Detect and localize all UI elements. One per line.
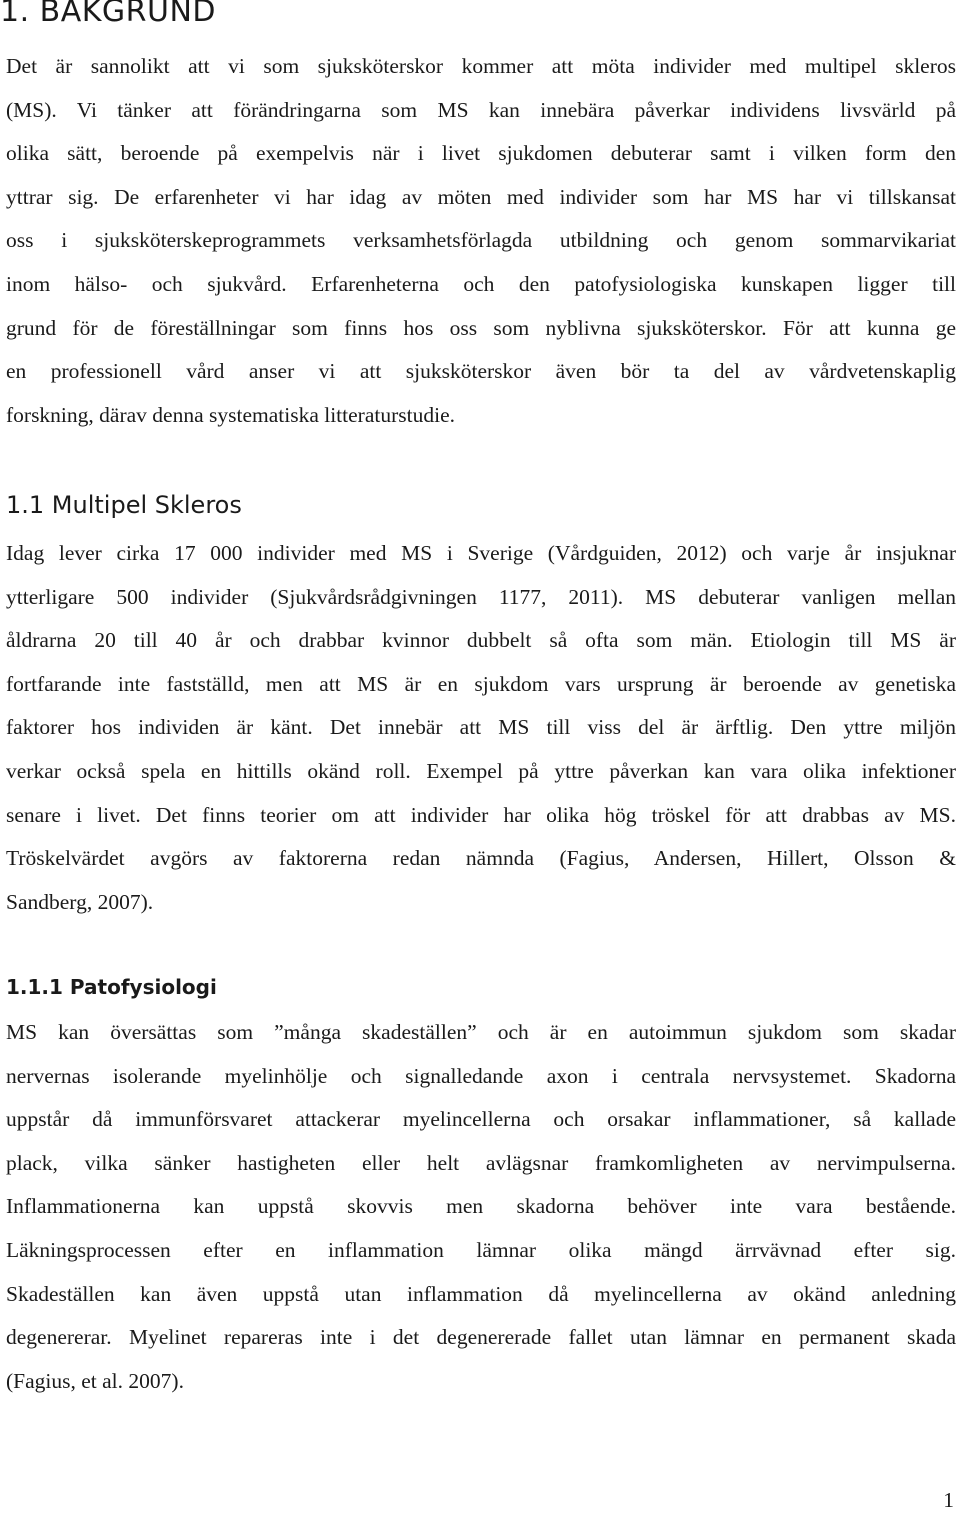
paragraph-line: degenererar. Myelinet repareras inte i det degenererade fallet utan lämnar en permanent skada xyxy=(6,1325,956,1350)
paragraph-line: en professionell vård anser vi att sjuksköterskor även bör ta del av vårdvetenskaplig xyxy=(6,359,956,384)
paragraph-line: Skadeställen kan även uppstå utan inflammation då myelincellerna av okänd anledning xyxy=(6,1281,956,1306)
paragraph-line: inom hälso- och sjukvård. Erfarenheterna och den patofysiologiska kunskapen ligger till xyxy=(6,271,956,296)
paragraph-line: Idag lever cirka 17 000 individer med MS i Sverige (Vårdguiden, 2012) och varje år insjuknar xyxy=(6,541,956,565)
paragraph-line: forskning, därav denna systematiska litteraturstudie. xyxy=(6,402,455,427)
paragraph-line: fortfarande inte fastställd, men att MS är en sjukdom vars ursprung är beroende av genetiska xyxy=(6,671,956,696)
paragraph-line: åldrarna 20 till 40 år och drabbar kvinnor dubbelt så ofta som män. Etiologin till MS är xyxy=(6,628,956,653)
paragraph-line: Det är sannolikt att vi som sjuksköterskor kommer att möta individer med multipel skleros xyxy=(6,54,956,78)
paragraph-line: olika sätt, beroende på exempelvis när i livet sjukdomen debuterar samt i vilken form den xyxy=(6,141,956,166)
paragraph-line: Tröskelvärdet avgörs av faktorerna redan nämnda (Fagius, Andersen, Hillert, Olsson & xyxy=(6,846,956,871)
paragraph-line: Inflammationerna kan uppstå skovvis men skadorna behöver inte vara bestående. xyxy=(6,1194,956,1219)
subsubsection-heading-patofysiologi: 1.1.1 Patofysiologi xyxy=(6,975,217,999)
paragraph-line: nervernas isolerande myelinhölje och signalledande axon i centrala nervsystemet. Skadorna xyxy=(6,1063,956,1088)
paragraph-line: (Fagius, et al. 2007). xyxy=(6,1368,184,1393)
multipel-skleros-paragraph xyxy=(6,532,956,924)
paragraph-line: yttrar sig. De erfarenheter vi har idag av möten med individer som har MS har vi tillskansat xyxy=(6,184,956,209)
paragraph-line: ytterligare 500 individer (Sjukvårdsrådgivningen 1177, 2011). MS debuterar vanligen mellan xyxy=(6,584,956,609)
bakgrund-paragraph xyxy=(6,45,956,437)
paragraph-line: faktorer hos individen är känt. Det innebär att MS till viss del är ärftlig. Den yttre miljön xyxy=(6,715,956,740)
paragraph-line: oss i sjuksköterskeprogrammets verksamhetsförlagda utbildning och genom sommarvikariat xyxy=(6,228,956,253)
patofysiologi-paragraph xyxy=(6,1011,956,1403)
paragraph-line: Sandberg, 2007). xyxy=(6,889,154,914)
paragraph-line: verkar också spela en hittills okänd roll. Exempel på yttre påverkan kan vara olika infektioner xyxy=(6,758,956,783)
paragraph-line: plack, vilka sänker hastigheten eller helt avlägsnar framkomligheten av nervimpulserna. xyxy=(6,1150,956,1175)
subsection-heading-multipel-skleros: 1.1 Multipel Skleros xyxy=(6,491,242,519)
paragraph-line: senare i livet. Det finns teorier om att individer har olika hög tröskel för att drabbas av MS. xyxy=(6,802,956,827)
page-number: 1 xyxy=(943,1488,954,1512)
paragraph-line: grund för de föreställningar som finns hos oss som nyblivna sjuksköterskor. För att kunna ge xyxy=(6,315,956,340)
paragraph-line: (MS). Vi tänker att förändringarna som MS kan innebära påverkar individens livsvärld på xyxy=(6,97,956,122)
paragraph-line: uppstår då immunförsvaret attackerar myelincellerna och orsakar inflammationer, så kallade xyxy=(6,1107,956,1132)
paragraph-line: MS kan översättas som ”många skadeställen” och är en autoimmun sjukdom som skadar xyxy=(6,1020,956,1044)
paragraph-line: Läkningsprocessen efter en inflammation lämnar olika mängd ärrvävnad efter sig. xyxy=(6,1237,956,1262)
section-heading-bakgrund: 1. BAKGRUND xyxy=(0,0,217,29)
